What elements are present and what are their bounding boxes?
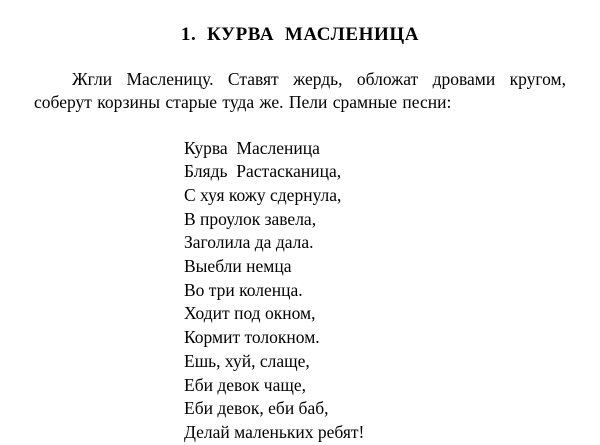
verse-line: Заголила да дала. bbox=[184, 232, 314, 253]
page-title: 1. КУРВА МАСЛЕНИЦА bbox=[180, 24, 420, 45]
verse-line: Делай маленьких ребят! bbox=[184, 421, 365, 442]
intro-paragraph: Жгли Масленицу. Ставят жердь, обложат дровами кругом, соберут корзины старые туда же. Пели срамные песни: bbox=[34, 69, 566, 113]
verse-line: Еби девок, еби баб, bbox=[184, 398, 329, 419]
verse-line: Блядь Растасканица, bbox=[184, 161, 342, 182]
verse-line: Кормит толокном. bbox=[184, 327, 320, 348]
verse-line: Курва Масленица bbox=[184, 137, 320, 158]
verse-line: С хуя кожу сдернула, bbox=[184, 184, 342, 205]
verse-line: В проулок завела, bbox=[184, 208, 317, 229]
verse-line: Ходит под окном, bbox=[184, 303, 316, 324]
verse-block bbox=[34, 137, 566, 445]
verse-line: Во три коленца. bbox=[184, 279, 303, 300]
verse-line: Выебли немца bbox=[184, 256, 292, 277]
verse-line: Еби девок чаще, bbox=[184, 374, 306, 395]
verse-line: Ешь, хуй, слаще, bbox=[184, 350, 310, 371]
